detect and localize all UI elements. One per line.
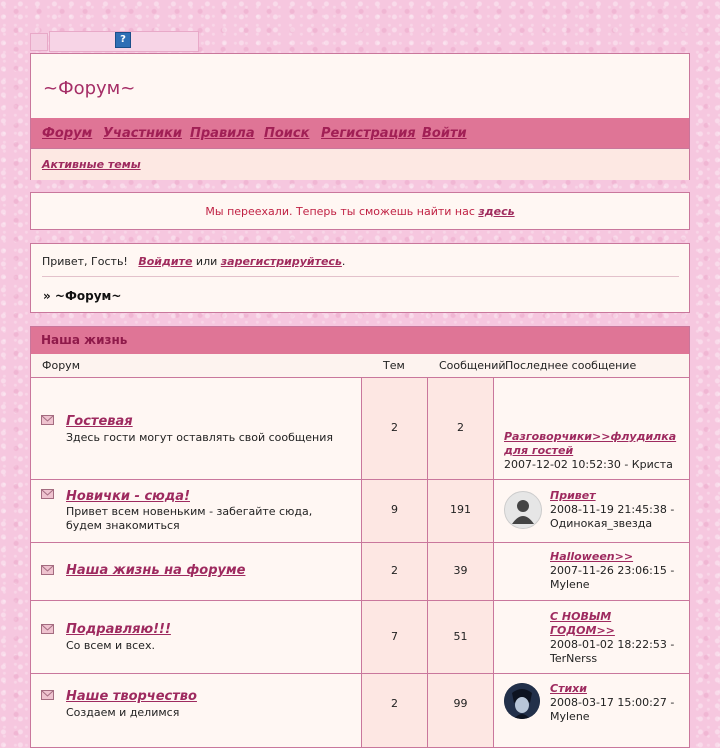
posts-count bbox=[427, 601, 493, 673]
last-post-meta: 2008-11-19 21:45:38 - bbox=[550, 503, 675, 516]
forum-info bbox=[31, 543, 361, 600]
last-post bbox=[493, 543, 690, 600]
board-title: ~Форум~ bbox=[43, 78, 136, 99]
forum-info bbox=[31, 480, 361, 542]
forum-title[interactable]: Наше творчество bbox=[66, 689, 197, 704]
last-post-link[interactable]: Разговорчики>>флудилка для гостей bbox=[504, 430, 677, 457]
forum-row bbox=[31, 674, 689, 748]
topics-count bbox=[361, 378, 427, 479]
forum-row bbox=[31, 601, 689, 674]
forum-row bbox=[31, 543, 689, 601]
breadcrumb[interactable]: » ~Форум~ bbox=[43, 289, 122, 303]
avatar-icon[interactable] bbox=[504, 683, 540, 719]
forum-info bbox=[31, 674, 361, 747]
greeting: Привет, Гость! bbox=[42, 255, 128, 268]
forum-description: Привет всем новеньким - забегайте сюда, будем знакомиться bbox=[66, 505, 313, 532]
posts-value: 191 bbox=[450, 503, 471, 516]
category-title: Наша жизнь bbox=[41, 333, 128, 347]
category-header bbox=[31, 327, 689, 354]
last-post-link[interactable]: Halloween>> bbox=[550, 550, 634, 563]
last-post-meta: 2008-01-02 18:22:53 - bbox=[550, 638, 675, 651]
announcement-box bbox=[30, 192, 690, 230]
last-post-author: Одинокая_звезда bbox=[550, 517, 653, 530]
topics-value: 2 bbox=[391, 697, 398, 710]
last-post-author: TerNerss bbox=[550, 652, 598, 665]
col-last-post: Последнее сообщение bbox=[505, 359, 637, 372]
toolbar-checkbox[interactable] bbox=[30, 33, 48, 51]
help-icon[interactable]: ? bbox=[115, 32, 131, 48]
main-navigation bbox=[31, 118, 689, 148]
nav-members[interactable]: Участники bbox=[103, 126, 182, 141]
forum-title[interactable]: Новички - сюда! bbox=[66, 489, 190, 504]
forum-title[interactable]: Наша жизнь на форуме bbox=[66, 563, 246, 578]
topics-value: 9 bbox=[391, 503, 398, 516]
last-post-link[interactable]: С НОВЫМ ГОДОМ>> bbox=[550, 610, 615, 637]
envelope-icon bbox=[41, 415, 54, 425]
posts-count bbox=[427, 378, 493, 479]
last-post-link[interactable]: Стихи bbox=[550, 682, 587, 695]
forum-title[interactable]: Подравляю!!! bbox=[66, 622, 171, 637]
topics-count bbox=[361, 480, 427, 542]
period: . bbox=[341, 255, 346, 268]
last-post bbox=[493, 378, 690, 479]
announcement-text: Мы переехали. Теперь ты сможешь найти нас bbox=[205, 205, 475, 218]
posts-count bbox=[427, 480, 493, 542]
posts-count bbox=[427, 674, 493, 747]
posts-value: 2 bbox=[457, 421, 464, 434]
forum-row bbox=[31, 480, 689, 543]
envelope-icon bbox=[41, 565, 54, 575]
forum-row bbox=[31, 378, 689, 480]
col-topics: Тем bbox=[383, 359, 405, 372]
topics-count bbox=[361, 674, 427, 747]
announcement bbox=[31, 205, 689, 218]
forum-info bbox=[31, 601, 361, 673]
divider bbox=[42, 276, 679, 277]
category-block bbox=[30, 326, 690, 748]
envelope-icon bbox=[41, 624, 54, 634]
posts-count bbox=[427, 543, 493, 600]
topics-count bbox=[361, 601, 427, 673]
sub-navigation bbox=[31, 148, 689, 180]
last-post bbox=[493, 601, 690, 673]
nav-search[interactable]: Поиск bbox=[264, 126, 310, 141]
or-text: или bbox=[195, 255, 218, 268]
envelope-icon bbox=[41, 690, 54, 700]
envelope-icon bbox=[41, 489, 54, 499]
last-post-author: Mylene bbox=[550, 710, 590, 723]
nav-forum[interactable]: Форум bbox=[42, 126, 93, 141]
forum-description: Здесь гости могут оставлять свой сообщения bbox=[66, 431, 334, 444]
avatar-icon[interactable] bbox=[504, 491, 542, 529]
last-post-link[interactable]: Привет bbox=[550, 489, 596, 502]
topics-count bbox=[361, 543, 427, 600]
announcement-link[interactable]: здесь bbox=[478, 205, 515, 218]
login-link[interactable]: Войдите bbox=[138, 255, 193, 268]
posts-value: 51 bbox=[453, 630, 468, 643]
nav-login[interactable]: Войти bbox=[422, 126, 467, 141]
active-topics-link[interactable]: Активные темы bbox=[42, 158, 141, 171]
board-header bbox=[30, 53, 690, 180]
last-post-meta: 2008-03-17 15:00:27 - bbox=[550, 696, 675, 709]
column-headers bbox=[31, 354, 689, 378]
last-post-author: Mylene bbox=[550, 578, 590, 591]
forum-title[interactable]: Гостевая bbox=[66, 414, 133, 429]
last-post bbox=[493, 674, 690, 747]
posts-value: 99 bbox=[453, 697, 468, 710]
register-link[interactable]: зарегистрируйтесь bbox=[220, 255, 342, 268]
posts-value: 39 bbox=[453, 564, 468, 577]
col-posts: Сообщений bbox=[439, 359, 506, 372]
topics-value: 2 bbox=[391, 421, 398, 434]
last-post bbox=[493, 480, 690, 542]
forum-description: Со всем и всех. bbox=[66, 639, 155, 652]
forum-description: Создаем и делимся bbox=[66, 706, 180, 719]
last-post-meta: 2007-11-26 23:06:15 - bbox=[550, 564, 675, 577]
welcome-box bbox=[30, 243, 690, 313]
col-forum: Форум bbox=[42, 359, 80, 372]
nav-register[interactable]: Регистрация bbox=[321, 126, 416, 141]
topics-value: 7 bbox=[391, 630, 398, 643]
forum-info bbox=[31, 378, 361, 479]
topics-value: 2 bbox=[391, 564, 398, 577]
nav-rules[interactable]: Правила bbox=[190, 126, 255, 141]
welcome-line bbox=[42, 255, 345, 268]
last-post-meta: 2007-12-02 10:52:30 - Криста bbox=[504, 458, 673, 471]
